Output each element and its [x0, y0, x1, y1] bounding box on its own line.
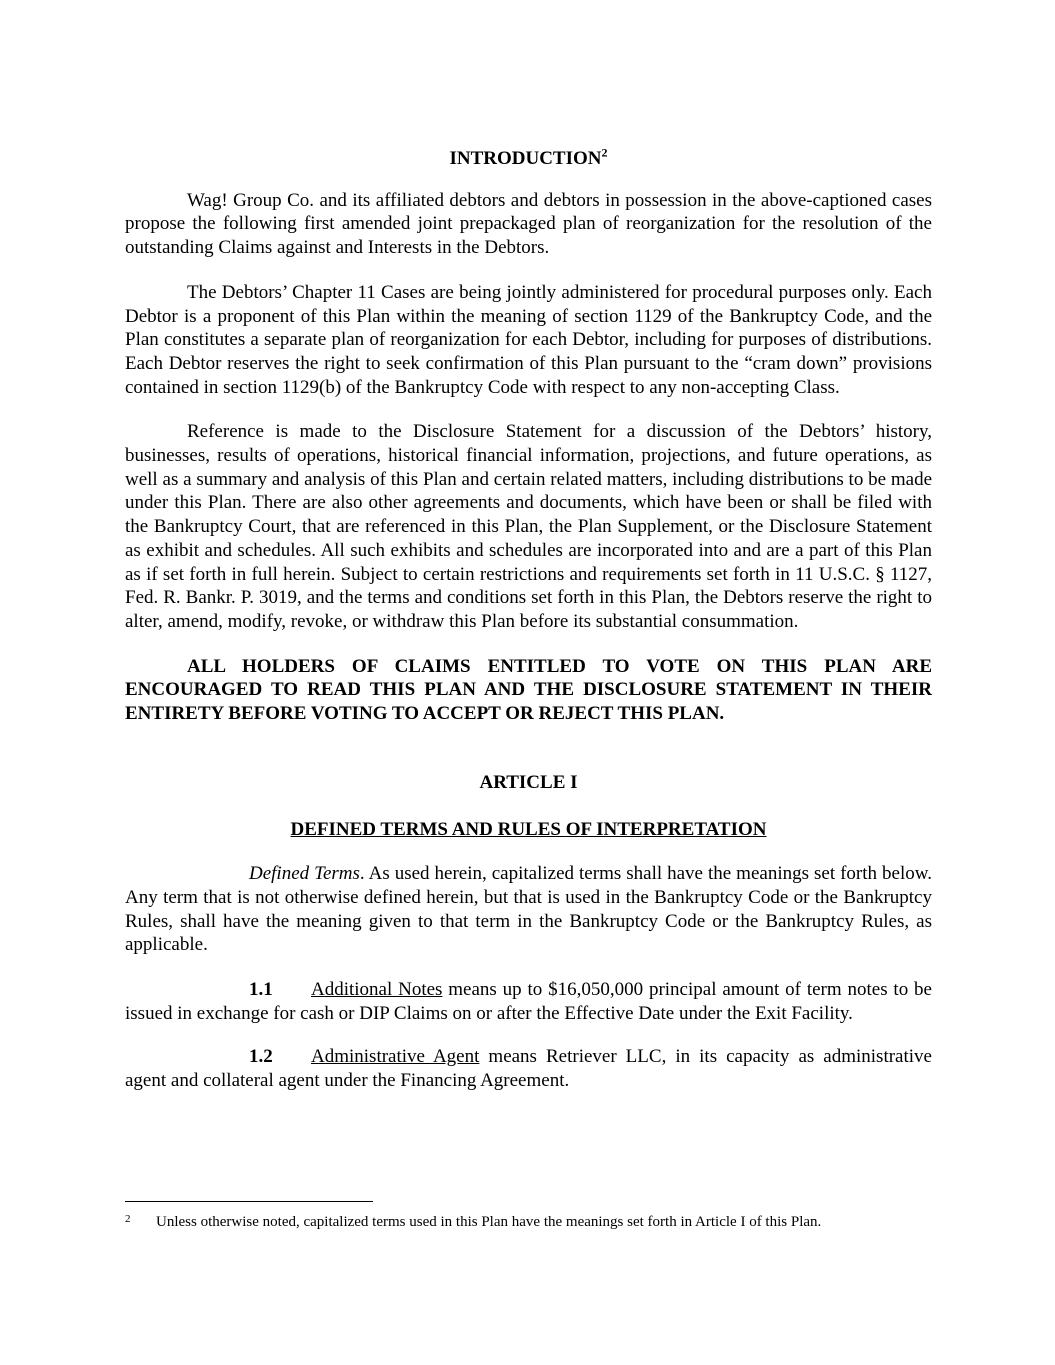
definition-1-2 — [125, 1045, 932, 1092]
introduction-paragraph-2: The Debtors’ Chapter 11 Cases are being jointly administered for procedural purposes only. Each Debtor is a proponent of this Plan within the meaning of section 1129 of the Bankruptcy Code, and the Plan constitutes a separate plan of reorganization for each Debtor, including for purposes of distributions. Each Debtor reserves the right to seek confirmation of this Plan pursuant to the “cram down” provisions contained in section 1129(b) of the Bankruptcy Code with respect to any non-accepting Class. — [125, 281, 932, 398]
introduction-title: INTRODUCTION — [449, 148, 602, 169]
footnote-mark: 2 — [125, 1213, 131, 1225]
footnote-text: Unless otherwise noted, capitalized terms used in this Plan have the meanings set forth in Article I of this Plan. — [156, 1214, 822, 1230]
footnote — [125, 1212, 932, 1232]
definition-number: 1.1 — [249, 978, 273, 1000]
introduction-heading — [125, 147, 932, 171]
definition-text: means Retriever LLC, in its capacity as administrative agent and collateral agent under the Financing Agreement. — [125, 1046, 932, 1092]
definition-1-1 — [125, 978, 932, 1025]
defined-terms-text: . As used herein, capitalized terms shall have the meanings set forth below. Any term that is not otherwise defined herein, but that is used in the Bankruptcy Code or the Bankruptcy Rules, shall have the meaning given to that term in the Bankruptcy Code or the Bankruptcy Rules, as applicable. — [125, 863, 932, 956]
defined-terms-paragraph — [125, 862, 932, 957]
article-number: ARTICLE I — [479, 771, 578, 793]
introduction-paragraph-3: Reference is made to the Disclosure Statement for a discussion of the Debtors’ history, businesses, results of operations, historical financial information, projections, and future operations, as well as a summary and analysis of this Plan and certain related matters, including distributions to be made under this Plan. There are also other agreements and documents, which have been or shall be filed with the Bankruptcy Court, that are referenced in this Plan, the Plan Supplement, or the Disclosure Statement as exhibit and schedules. All such exhibits and schedules are incorporated into and are a part of this Plan as if set forth in full herein. Subject to certain restrictions and requirements set forth in 11 U.S.C. § 1127, Fed. R. Bankr. P. 3019, and the terms and conditions set forth in this Plan, the Debtors reserve the right to alter, amend, modify, revoke, or withdraw this Plan before its substantial consummation. — [125, 421, 932, 632]
definition-number: 1.2 — [249, 1046, 273, 1068]
definition-term: Additional Notes — [311, 978, 443, 1000]
voting-notice: ALL HOLDERS OF CLAIMS ENTITLED TO VOTE ON THIS PLAN ARE ENCOURAGED TO READ THIS PLAN AND THE DISCLOSURE STATEMENT IN THEIR ENTIRETY BEFORE VOTING TO ACCEPT OR REJECT THIS PLAN. — [125, 655, 932, 725]
introduction-paragraph-1: Wag! Group Co. and its affiliated debtors and debtors in possession in the above-captioned cases propose the following first amended joint prepackaged plan of reorganization for the resolution of the outstanding Claims against and Interests in the Debtors. — [125, 189, 932, 259]
definition-text: means up to $16,050,000 principal amount of term notes to be issued in exchange for cash or DIP Claims on or after the Effective Date under the Exit Facility. — [125, 978, 932, 1024]
footnote-reference: 2 — [601, 145, 608, 160]
defined-terms-label: Defined Terms — [249, 863, 360, 885]
definition-term: Administrative Agent — [311, 1046, 480, 1068]
document-body — [125, 147, 932, 1093]
footnote-divider — [125, 1201, 373, 1202]
article-title: DEFINED TERMS AND RULES OF INTERPRETATION — [290, 819, 767, 841]
